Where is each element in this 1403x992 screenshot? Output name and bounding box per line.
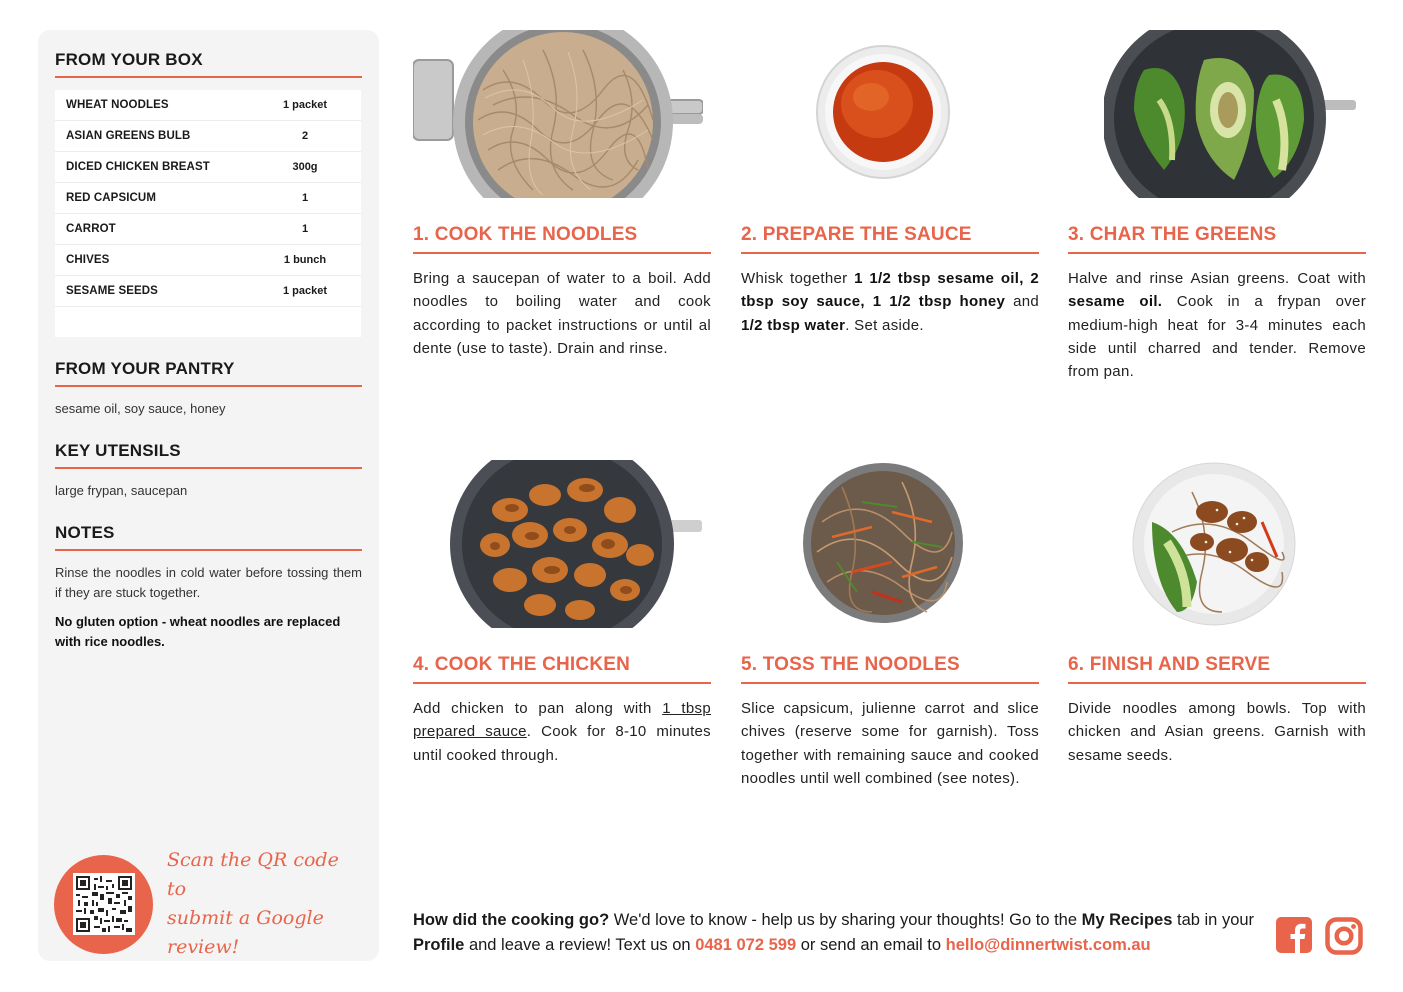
- step-3-title: 3. CHAR THE GREENS: [1068, 224, 1366, 254]
- step-5-photo: [802, 462, 964, 624]
- table-row: [55, 276, 361, 307]
- ingredient-qty: 1: [301, 223, 309, 235]
- step-6-photo: [1132, 462, 1296, 626]
- table-row: [55, 90, 361, 121]
- footer-text-1: We'd love to know - help us by sharing your thoughts! Go to the: [609, 911, 1082, 929]
- from-box-title: FROM YOUR BOX: [55, 50, 362, 78]
- ingredient-name: ASIAN GREENS BULB: [66, 130, 191, 142]
- qr-code-icon[interactable]: [73, 873, 135, 935]
- ingredient-name: DICED CHICKEN BREAST: [66, 161, 210, 173]
- step-3-text-a: Halve and rinse Asian greens. Coat with: [1068, 270, 1366, 287]
- step-2-body: [741, 267, 1039, 337]
- pantry-title: FROM YOUR PANTRY: [55, 359, 362, 387]
- pantry-text: sesame oil, soy sauce, honey: [55, 401, 226, 416]
- qr-caption: [167, 846, 357, 962]
- table-row: [55, 152, 361, 183]
- ingredient-qty: 1 packet: [282, 99, 328, 111]
- footer-email-link[interactable]: hello@dinnertwist.com.au: [945, 936, 1151, 954]
- table-row: [55, 245, 361, 276]
- step-4-text-c: . Cook for 8-10 minutes until cooked through.: [413, 723, 711, 764]
- step-2-photo: [815, 42, 951, 182]
- step-3-body: [1068, 267, 1366, 383]
- table-row: [55, 214, 361, 245]
- step-3-photo: [1104, 30, 1356, 198]
- utensils-text: large frypan, saucepan: [55, 483, 188, 499]
- table-row: [55, 121, 361, 152]
- footer-text-3: and leave a review! Text us on: [464, 936, 696, 954]
- footer-phone-link[interactable]: 0481 072 599: [695, 936, 797, 954]
- step-1-title: 1. COOK THE NOODLES: [413, 224, 711, 254]
- qr-review: [54, 846, 357, 962]
- step-2-text-c: and: [1005, 293, 1039, 311]
- footer-question: How did the cooking go?: [413, 911, 610, 929]
- ingredients-table: [55, 90, 361, 337]
- instagram-icon[interactable]: [1325, 917, 1363, 960]
- qr-caption-line1: Scan the QR code to: [167, 849, 339, 900]
- step-4-text-b: 1 tbsp prepared sauce: [413, 700, 711, 741]
- sidebar: [38, 30, 379, 961]
- ingredient-name: CARROT: [66, 223, 116, 235]
- qr-circle: [54, 855, 153, 954]
- step-6-title: 6. FINISH AND SERVE: [1068, 654, 1366, 684]
- step-5-text: Slice capsicum, julienne carrot and slice chives (reserve some for garnish). Toss together with remaining sauce and cooked noodles until well combined (see notes).: [741, 700, 1039, 787]
- ingredient-qty: 300g: [292, 161, 318, 173]
- step-1-photo: [413, 30, 703, 198]
- qr-caption-line2: submit a Google review!: [167, 907, 324, 958]
- step-2-text-a: Whisk together: [741, 270, 855, 287]
- table-row-empty: [55, 307, 361, 337]
- step-2-text-e: . Set aside.: [845, 316, 924, 334]
- notes-text: Rinse the noodles in cold water before tossing them if they are stuck together.: [55, 565, 362, 601]
- ingredient-qty: 1 packet: [282, 285, 328, 297]
- step-4-photo: [450, 460, 702, 628]
- footer-my-recipes: My Recipes: [1081, 911, 1173, 929]
- step-2-text-d: 1/2 tbsp water: [741, 316, 846, 334]
- ingredient-name: SESAME SEEDS: [66, 285, 158, 297]
- utensils-title: KEY UTENSILS: [55, 441, 362, 469]
- step-4-text-a: Add chicken to pan along with: [413, 700, 663, 717]
- step-1-text: Bring a saucepan of water to a boil. Add noodles to boiling water and cook according to packet instructions or until al dente (use to taste). Drain and rinse.: [413, 270, 711, 357]
- step-4-body: [413, 697, 711, 767]
- ingredient-name: RED CAPSICUM: [66, 192, 157, 204]
- step-4-title: 4. COOK THE CHICKEN: [413, 654, 711, 684]
- step-6-text: Divide noodles among bowls. Top with chicken and Asian greens. Garnish with sesame seeds.: [1068, 700, 1366, 764]
- step-2-text-b: 1 1/2 tbsp sesame oil, 2 tbsp soy sauce, 1 1/2 tbsp honey: [741, 270, 1039, 311]
- step-6-body: [1068, 697, 1366, 767]
- step-3-text-c: Cook in a frypan over medium-high heat for 3-4 minutes each side until charred and tender. Remove from pan.: [1068, 293, 1366, 381]
- step-2-title: 2. PREPARE THE SAUCE: [741, 224, 1039, 254]
- ingredient-qty: 1 bunch: [283, 254, 327, 266]
- step-5-body: [741, 697, 1039, 790]
- table-row: [55, 183, 361, 214]
- ingredient-qty: 2: [301, 130, 309, 142]
- notes-title: NOTES: [55, 523, 362, 551]
- facebook-icon[interactable]: [1276, 917, 1312, 958]
- ingredient-name: CHIVES: [66, 254, 110, 266]
- review-footer: [413, 908, 1263, 958]
- ingredient-qty: 1: [301, 192, 309, 204]
- step-5-title: 5. TOSS THE NOODLES: [741, 654, 1039, 684]
- notes-gluten-option: No gluten option - wheat noodles are replaced with rice noodles.: [55, 613, 341, 649]
- footer-text-4: or send an email to: [796, 936, 946, 954]
- footer-text-2: tab in your: [1172, 911, 1255, 929]
- ingredient-name: WHEAT NOODLES: [66, 99, 169, 111]
- footer-profile: Profile: [413, 936, 465, 954]
- step-3-text-b: sesame oil.: [1068, 293, 1163, 311]
- step-1-body: [413, 267, 711, 360]
